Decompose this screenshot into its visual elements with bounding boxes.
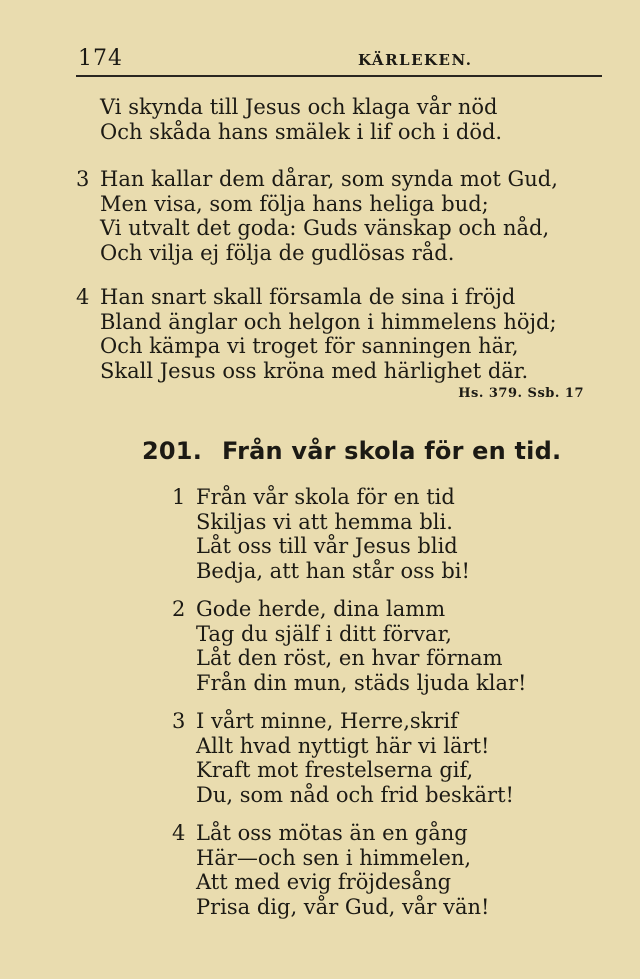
hymn-verse-3 <box>172 709 592 807</box>
verse-number: 2 <box>172 597 186 621</box>
hymn-verse-2 <box>172 597 592 695</box>
verse-line: Skall Jesus oss kröna med härlighet där. <box>100 358 529 383</box>
verse-line: Och skåda hans smälek i lif och i död. <box>100 119 503 144</box>
verse-line: Låt oss mötas än en gång <box>196 821 468 845</box>
continued-verse <box>76 95 606 144</box>
hymn-heading <box>142 437 561 465</box>
verse-line: Låt oss till vår Jesus blid <box>196 534 458 558</box>
verse-line: Bedja, att han står oss bi! <box>196 558 470 583</box>
verse-line: Han snart skall församla de sina i fröjd <box>100 285 516 309</box>
verse-line: Låt den röst, en hvar förnam <box>196 646 503 670</box>
verse-line: Kraft mot frestelserna gif, <box>196 758 474 782</box>
verse-3-prev <box>76 167 606 265</box>
verse-number: 4 <box>76 285 90 309</box>
verse-line: Vi utvalt det goda: Guds vänskap och nåd, <box>100 216 550 240</box>
verse-line: Prisa dig, vår Gud, vår vän! <box>196 894 490 919</box>
verse-number: 1 <box>172 485 186 509</box>
hymn-verse-1 <box>172 485 592 583</box>
hymn-number: 201. <box>142 437 203 465</box>
verse-number: 3 <box>172 709 186 733</box>
verse-line: Vi skynda till Jesus och klaga vår nöd <box>100 95 498 119</box>
page-header <box>76 44 602 76</box>
verse-line: Från din mun, städs ljuda klar! <box>196 670 527 695</box>
running-title: KÄRLEKEN. <box>358 51 473 69</box>
verse-number: 4 <box>172 821 186 845</box>
verse-line: Och vilja ej följa de gudlösas råd. <box>100 240 455 265</box>
page-number: 174 <box>78 46 123 71</box>
verse-line: Men visa, som följa hans heliga bud; <box>100 191 489 216</box>
verse-line: Här—och sen i himmelen, <box>196 845 472 870</box>
verse-line: Och kämpa vi troget för sanningen här, <box>100 334 519 358</box>
tune-reference: Hs. 379. Ssb. 17 <box>458 386 584 401</box>
verse-line: Bland änglar och helgon i himmelens höjd; <box>100 309 557 334</box>
verse-4-prev <box>76 285 606 383</box>
verse-line: Att med evig fröjdesång <box>196 870 452 894</box>
verse-line: Från vår skola för en tid <box>196 485 455 509</box>
header-rule <box>76 75 602 77</box>
verse-line: Gode herde, dina lamm <box>196 597 446 621</box>
hymn-title: Från vår skola för en tid. <box>222 437 562 465</box>
hymn-verse-4 <box>172 821 592 919</box>
verse-line: Du, som nåd och frid beskärt! <box>196 782 514 807</box>
verse-line: Han kallar dem dårar, som synda mot Gud, <box>100 167 558 191</box>
verse-line: Skiljas vi att hemma bli. <box>196 509 453 534</box>
verse-line: Tag du själf i ditt förvar, <box>196 621 452 646</box>
verse-number: 3 <box>76 167 90 191</box>
verse-line: I vårt minne, Herre,skrif <box>196 709 458 733</box>
verse-line: Allt hvad nyttigt här vi lärt! <box>196 733 490 758</box>
